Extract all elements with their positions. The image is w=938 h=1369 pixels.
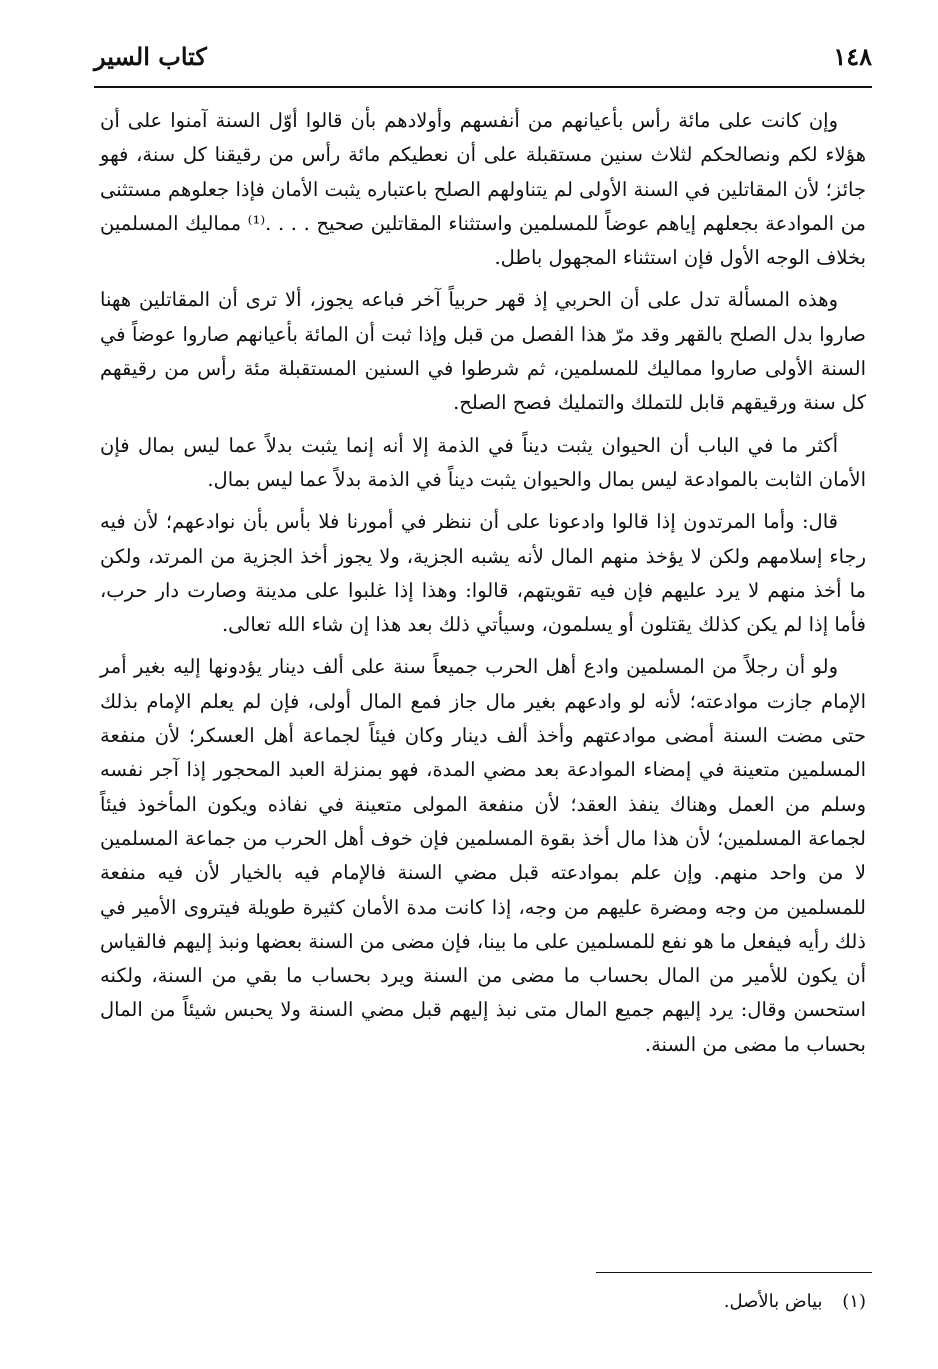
footnote-rule [596, 1272, 872, 1273]
header-rule [94, 86, 872, 88]
paragraph: أكثر ما في الباب أن الحيوان يثبت ديناً في الذمة إلا أنه إنما يثبت بدلاً عما ليس بمال فإن الأمان الثابت بالموادعة ليس بمال والحيوان يثبت ديناً في الذمة بدلاً عما ليس بمال. [100, 433, 866, 491]
page-header [94, 38, 872, 82]
running-title: كتاب السير [94, 42, 207, 71]
paragraph: قال: وأما المرتدون إذا قالوا وادعونا على أن ننظر في أمورنا فلا بأس بأن نوادعهم؛ لأن فيه رجاء إسلامهم ولكن لا يؤخذ منهم المال لأنه يشبه الجزية، ولا يجوز أخذ الجزية من المرتد، ولكن ما أخذ منهم لا يرد عليهم فإن فيه تقويتهم، قالوا: وهذا إذا غلبوا على مدينة وصارت دار حرب، فأما إذا لم يكن كذلك يقتلون أو يسلمون، وسيأتي ذلك بعد هذا إن شاء الله تعالى. [100, 510, 866, 637]
main-text [100, 104, 866, 1070]
footnote [100, 1288, 866, 1316]
page-number: ١٤٨ [833, 42, 872, 71]
paragraph: ولو أن رجلاً من المسلمين وادع أهل الحرب جميعاً سنة على ألف دينار يؤدونها إليه بغير أمر الإمام جازت موادعته؛ لأنه لو وادعهم بغير مال جاز فمع المال أولى، فإن لم يعلم الإمام بذلك حتى مضت السنة أمضى موادعتهم وأخذ ألف دينار وكان فيئاً لجماعة أهل العسكر؛ لأن منفعة المسلمين متعينة في إمضاء الموادعة بعد مضي المدة، فهو بمنزلة العبد المحجور إذا آجر نفسه وسلم من العمل وهناك ينفذ العقد؛ لأن منفعة المولى متعينة في نفاذه ويكون المأخوذ فيئاً لجماعة المسلمين؛ لأن هذا مال أخذ بقوة المسلمين فإن خوف أهل الحرب من جماعة المسلمين لا من واحد منهم. وإن علم بموادعته قبل مضي السنة فالإمام فيه بالخيار لأن فيه منفعة للمسلمين من وجه ومضرة عليهم من وجه، إذا كانت مدة الأمان كثيرة طويلة فيتروى الأمير في ذلك رأيه فيفعل ما هو نفع للمسلمين على ما بينا، فإن مضى من السنة بعضها ونبذ إليهم فالقياس أن يكون للأمير من المال بحساب ما مضى من السنة ويرد بحساب ما بقي من السنة، ولكنه استحسن وقال: يرد إليهم جميع المال متى نبذ إليهم قبل مضي السنة ولا يحبس شيئاً من المال بحساب ما مضى من السنة. [100, 655, 866, 1056]
footnote-marker: (١) [842, 1291, 866, 1312]
paragraph: وهذه المسألة تدل على أن الحربي إذ قهر حربياً آخر فباعه يجوز، ألا ترى أن المقاتلين ههنا صاروا بدل الصلح بالقهر وقد مرّ هذا الفصل من قبل وإذا ثبت أن المائة بأعيانهم صاروا عوضاً في السنة الأولى صاروا مماليك للمسلمين، ثم شرطوا في السنين المستقبلة مئة رأس من رقيقهم كل سنة ورقيقهم قابل للتملك والتمليك فصح الصلح. [100, 288, 866, 415]
footnote-text: بياض بالأصل. [723, 1291, 823, 1312]
paragraph: وإن كانت على مائة رأس بأعيانهم من أنفسهم وأولادهم بأن قالوا أوّل السنة آمنوا على أن هؤلاء لكم ونصالحكم لثلاث سنين مستقبلة على أن نعطيكم مائة رأس من رقيقنا كل سنة، فهو جائز؛ لأن المقاتلين في السنة الأولى لم يتناولهم الصلح باعتباره يثبت الأمان فإذا جعلوهم مستثنى من الموادعة بجعلهم إياهم عوضاً للمسلمين واستثناء المقاتلين صحيح . . . .⁽¹⁾ مماليك المسلمين بخلاف الوجه الأول فإن استثناء المجهول باطل. [100, 109, 866, 270]
